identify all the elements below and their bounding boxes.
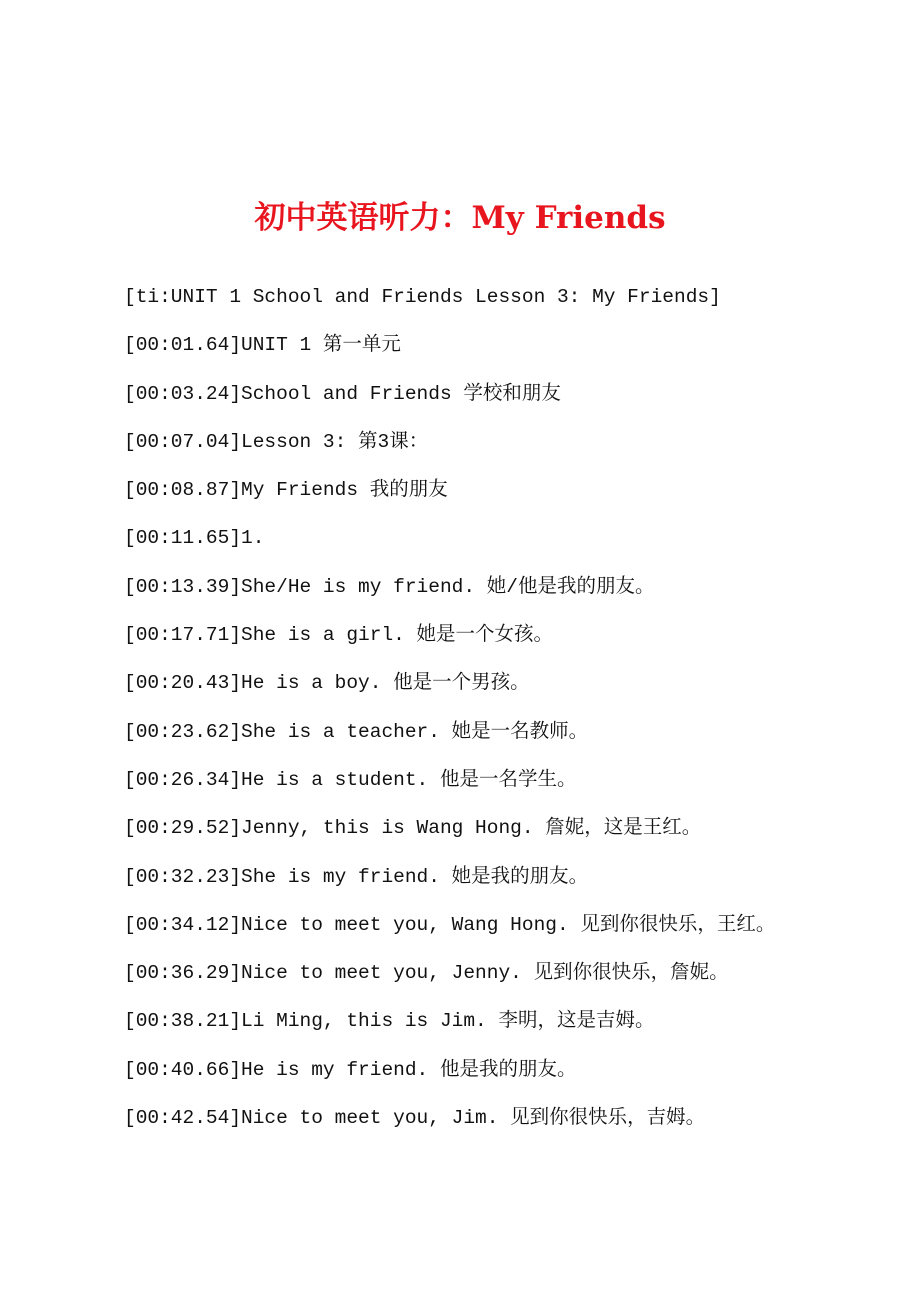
lyric-line: [00:07.04]Lesson 3: 第3课： [124,430,429,453]
lyric-line: [00:26.34]He is a student. 他是一名学生。 [124,768,577,791]
lyric-line: [00:23.62]She is a teacher. 她是一名教师。 [124,720,589,743]
lyric-line: [00:20.43]He is a boy. 他是一个男孩。 [124,672,530,695]
lyric-line: [00:32.23]She is my friend. 她是我的朋友。 [124,865,589,888]
lyric-line: [00:29.52]Jenny, this is Wang Hong. 詹妮，这是王红。 [124,817,702,840]
lyric-line: [00:08.87]My Friends 我的朋友 [124,479,448,502]
lyric-line: [00:38.21]Li Ming, this is Jim. 李明，这是吉姆。 [124,1010,655,1033]
lyric-line: [00:40.66]He is my friend. 他是我的朋友。 [124,1058,577,1081]
lyric-line: [00:34.12]Nice to meet you, Wang Hong. 见到你很快乐，王红。 [124,913,776,936]
lyric-line: [00:36.29]Nice to meet you, Jenny. 见到你很快乐，詹妮。 [124,962,729,985]
lyric-line: [00:11.65]1. [124,527,265,550]
lyrics-list [124,281,900,1150]
document-title: 初中英语听力：My Friends [254,200,666,236]
lyric-line: [ti:UNIT 1 School and Friends Lesson 3: My Friends] [124,286,721,308]
lyric-line: [00:01.64]UNIT 1 第一单元 [124,334,401,357]
lyric-line: [00:13.39]She/He is my friend. 她/他是我的朋友。 [124,575,655,598]
lyric-line: [00:17.71]She is a girl. 她是一个女孩。 [124,624,554,647]
lyric-line: [00:42.54]Nice to meet you, Jim. 见到你很快乐，吉姆。 [124,1107,706,1130]
lyric-line: [00:03.24]School and Friends 学校和朋友 [124,382,561,405]
